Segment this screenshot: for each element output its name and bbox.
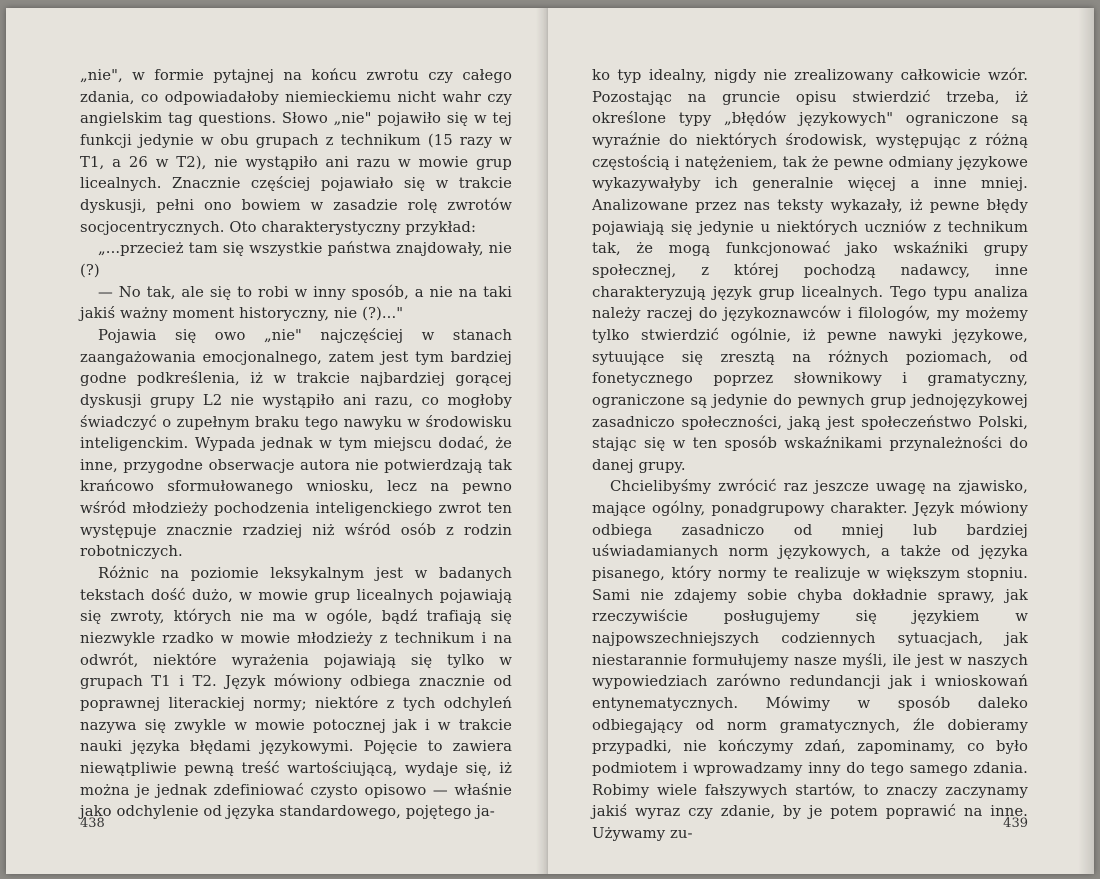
paragraph: „nie", w formie pytajnej na końcu zwrotu czy całego zdania, co odpowiadałoby niemieckiemu nicht wahr czy angielskim tag questions. Słowo „nie" pojawiło się w tej funkcji jedynie w obu grupach z technikum (15 razy w T1, a 26 w T2), nie wystąpiło ani razu w mowie grup licealnych. Znacznie częściej pojawiało się w trakcie dyskusji, pełni ono bowiem w zasadzie rolę zwrotów socjocentrycznych. Oto charakterystyczny przykład: <box>80 67 512 236</box>
paragraph: ko typ idealny, nigdy nie zrealizowany całkowicie wzór. Pozostając na gruncie opisu stwierdzić trzeba, iż określone typy „błędów językowych" ograniczone są wyraźnie do niektórych środowisk, występując z różną częstością i natężeniem, tak że pewne odmiany językowe wykazywałyby ich generalnie więcej a inne mniej. Analizowane przez nas teksty wykazały, iż pewne błędy pojawiają się jedynie u niektórych uczniów z technikum tak, że mogą funkcjonować jako wskaźniki grupy społecznej, z której pochodzą nadawcy, inne charakteryzują język grup licealnych. Tego typu analiza należy raczej do językoznawców i filologów, my możemy tylko stwierdzić ogólnie, iż pewne nawyki językowe, sytuujące się zresztą na różnych poziomach, od fonetycznego poprzez słownikowy i gramatyczny, ograniczone są jedynie do pewnych grup jednojęzykowej zasadniczo społeczności, jaką jest społeczeństwo Polski, stając się w ten sposób wskaźnikami przynależności do danej grupy. <box>592 67 1028 474</box>
left-page-text <box>80 65 512 823</box>
book-spread <box>6 8 1094 874</box>
page-number-left: 438 <box>80 816 105 831</box>
paragraph: Pojawia się owo „nie" najczęściej w stanach zaangażowania emocjonalnego, zatem jest tym bardziej godne podkreślenia, iż w trakcie najbardziej gorącej dyskusji grupy L2 nie wystąpiło ani razu, co mogłoby świadczyć o zupełnym braku tego nawyku w środowisku inteligenckim. Wypada jednak w tym miejscu dodać, że inne, przygodne obserwacje autora nie potwierdzają tak krańcowo sformułowanego wniosku, lecz na pewno wśród młodzieży pochodzenia inteligenckiego zwrot ten występuje znacznie rzadziej niż wśród osób z rodzin robotniczych. <box>80 326 512 561</box>
right-page-text <box>592 65 1028 845</box>
page-edge-shadow <box>1078 8 1094 874</box>
right-page <box>548 8 1094 874</box>
page-number-right: 439 <box>1003 816 1028 831</box>
paragraph: Różnic na poziomie leksykalnym jest w badanych tekstach dość dużo, w mowie grup licealnych pojawiają się zwroty, których nie ma w ogóle, bądź trafiają się niezwykle rzadko w mowie młodzieży z technikum i na odwrót, niektóre wyrażenia pojawiają się tylko w grupach T1 i T2. Język mówiony odbiega znacznie od poprawnej literackiej normy; niektóre z tych odchyleń nazywa się zwykle w mowie potocznej jak i w trakcie nauki języka błędami językowymi. Pojęcie to zawiera niewątpliwie pewną treść wartościującą, wydaje się, iż można je jednak zdefiniować czysto opisowo — właśnie jako odchylenie od języka standardowego, pojętego ja- <box>80 565 512 821</box>
quote-line: „...przecież tam się wszystkie państwa znajdowały, nie (?) <box>80 240 512 279</box>
paragraph: Chcielibyśmy zwrócić raz jeszcze uwagę na zjawisko, mające ogólny, ponadgrupowy charakter. Język mówiony odbiega zasadniczo od mniej lub bardziej uświadamianych norm językowych, a także od języka pisanego, który normy te realizuje w większym stopniu. Sami nie zdajemy sobie chyba dokładnie sprawy, jak rzeczywiście posługujemy się językiem w najpowszechniejszych codziennych sytuacjach, jak niestarannie formułujemy nasze myśli, ile jest w naszych wypowiedziach zarówno redundancji jak i wnioskowań entynematycznych. Mówimy w sposób daleko odbiegający od norm gramatycznych, źle dobieramy przypadki, nie kończymy zdań, zapominamy, co było podmiotem i wprowadzamy inny do tego samego zdania. Robimy wiele fałszywych startów, to znaczy zaczynamy jakiś wyraz czy zdanie, by je potem poprawić na inne. Używamy zu- <box>592 478 1028 842</box>
quote-line: — No tak, ale się to robi w inny sposób, a nie na taki jakiś ważny moment historyczny, nie (?)..." <box>80 283 512 323</box>
left-page <box>6 8 544 874</box>
